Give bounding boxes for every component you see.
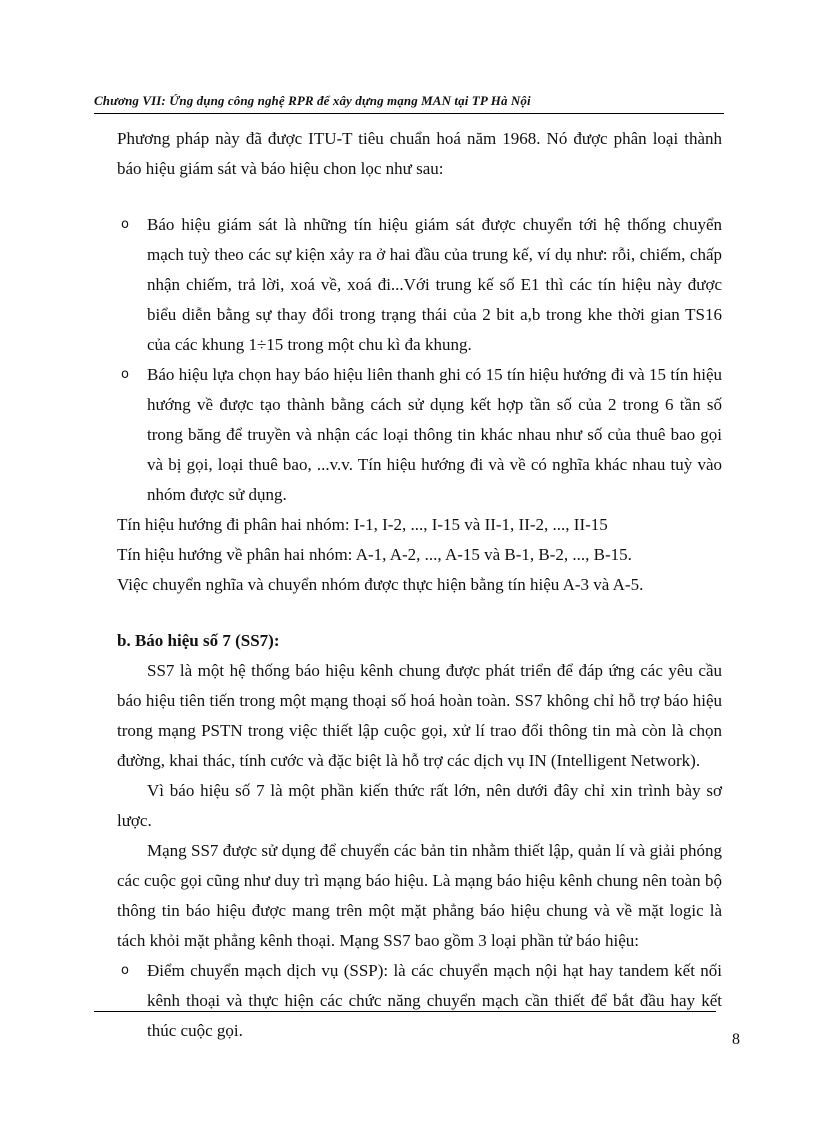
body-paragraph: SS7 là một hệ thống báo hiệu kênh chung được phát triển để đáp ứng các yêu cầu báo hiệu tiên tiến trong một mạng thoại số hoá hoàn toàn. SS7 không chỉ hỗ trợ báo hiệu trong mạng PSTN trong việc thiết lập cuộc gọi, xử lí trao đổi thông tin mà còn là chọn đường, khai thác, tính cước và đặc biệt là hỗ trợ các dịch vụ IN (Intelligent Network). — [117, 661, 722, 770]
bullet-item — [117, 360, 722, 510]
body-paragraph: Vì báo hiệu số 7 là một phần kiến thức rất lớn, nên dưới đây chỉ xin trình bày sơ lược. — [117, 781, 722, 830]
intro-paragraph: Phương pháp này đã được ITU-T tiêu chuẩn hoá năm 1968. Nó được phân loại thành báo hiệu giám sát và báo hiệu chon lọc như sau: — [117, 129, 722, 178]
bullet-text: Báo hiệu lựa chọn hay báo hiệu liên thanh ghi có 15 tín hiệu hướng đi và 15 tín hiệu hướng về được tạo thành bằng cách sử dụng kết hợp tần số của 2 trong 6 tần số trong băng để truyền và nhận các loại thông tin khác nhau như số của thuê bao gọi và bị gọi, loại thuê bao, ...v.v. Tín hiệu hướng đi và về có nghĩa khác nhau tuỳ vào nhóm được sử dụng. — [147, 365, 722, 504]
group-switch-note: Việc chuyển nghĩa và chuyển nhóm được thực hiện bằng tín hiệu A-3 và A-5. — [117, 575, 644, 594]
bullet-text: Báo hiệu giám sát là những tín hiệu giám sát được chuyển tới hệ thống chuyển mạch tuỳ theo các sự kiện xảy ra ở hai đầu của trung kế, ví dụ như: rỗi, chiếm, chấp nhận chiếm, trả lời, xoá về, xoá đi...Với trung kế số E1 thì các tín hiệu này được biểu diễn bằng sự thay đổi trong trạng thái của 2 bit a,b trong khe thời gian TS16 của các khung 1÷15 trong một chu kì đa khung. — [147, 215, 722, 354]
header-divider — [94, 113, 724, 114]
bullet-item — [117, 956, 722, 1046]
footer-divider — [94, 1011, 716, 1012]
backward-signal-groups: Tín hiệu hướng về phân hai nhóm: A-1, A-2, ..., A-15 và B-1, B-2, ..., B-15. — [117, 545, 632, 564]
page-number: 8 — [732, 1031, 740, 1048]
section-heading: b. Báo hiệu số 7 (SS7): — [117, 631, 280, 650]
bullet-marker: o — [121, 963, 129, 978]
forward-signal-groups: Tín hiệu hướng đi phân hai nhóm: I-1, I-2, ..., I-15 và II-1, II-2, ..., II-15 — [117, 515, 608, 534]
body-paragraph: Mạng SS7 được sử dụng để chuyển các bản tin nhằm thiết lập, quản lí và giải phóng các cuộc gọi cũng như duy trì mạng báo hiệu. Là mạng báo hiệu kênh chung nên toàn bộ thông tin báo hiệu được mang trên một mặt phẳng báo hiệu chung và về mặt logic là tách khỏi mặt phẳng kênh thoại. Mạng SS7 bao gồm 3 loại phần tử báo hiệu: — [117, 841, 722, 950]
bullet-item — [117, 210, 722, 360]
bullet-marker: o — [121, 367, 129, 382]
bullet-marker: o — [121, 217, 129, 232]
document-body — [117, 124, 722, 1046]
page-header-title: Chương VII: Ứng dụng công nghệ RPR để xây dựng mạng MAN tại TP Hà Nội — [94, 93, 531, 108]
bullet-text: Điểm chuyển mạch dịch vụ (SSP): là các chuyển mạch nội hạt hay tandem kết nối kênh thoại và thực hiện các chức năng chuyển mạch cần thiết để bắt đầu hay kết thúc cuộc gọi. — [147, 961, 722, 1040]
